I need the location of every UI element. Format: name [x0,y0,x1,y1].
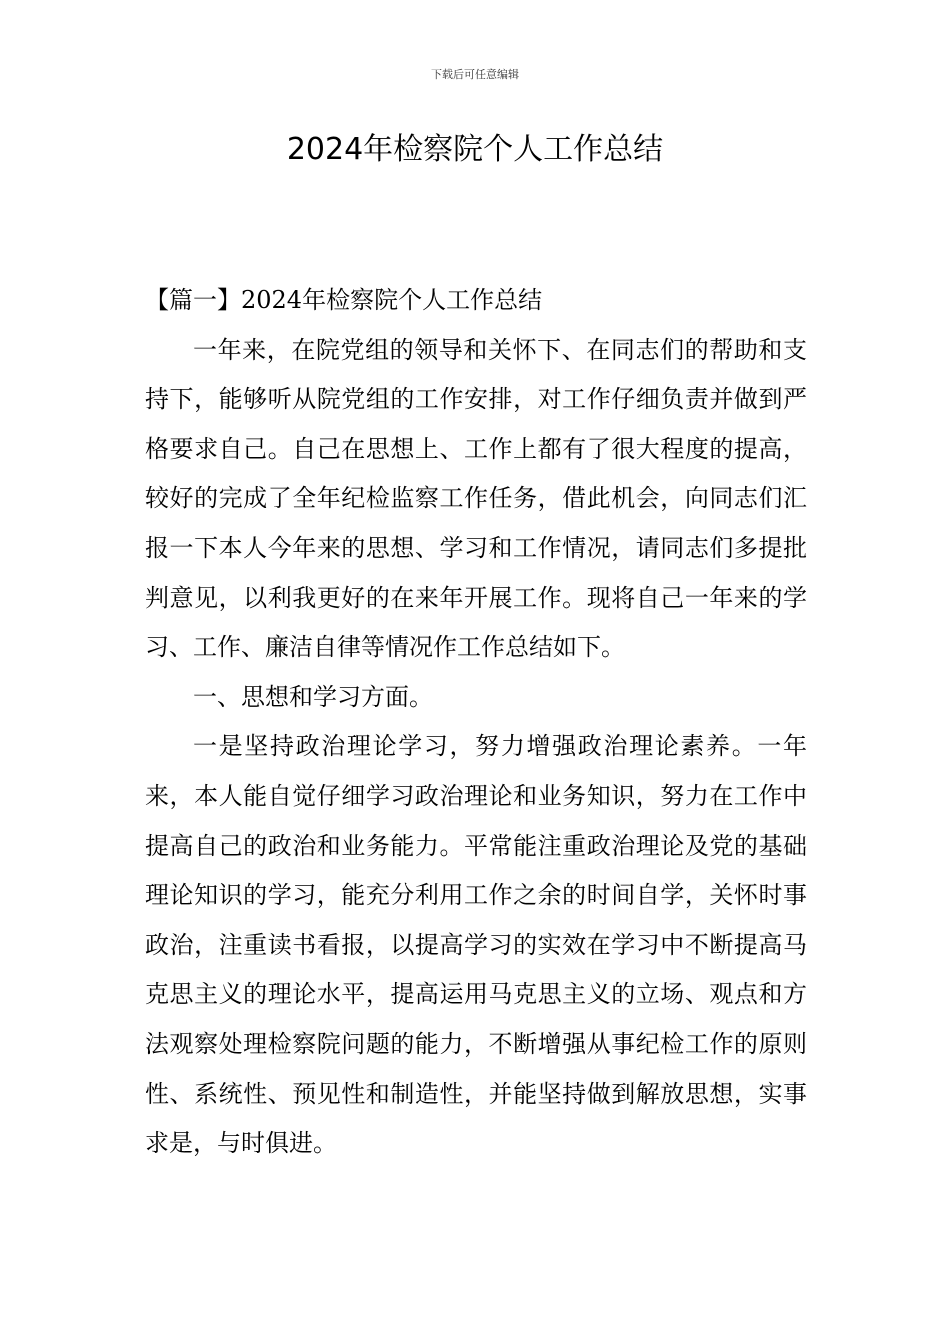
document-title: 2024年检察院个人工作总结 [286,132,664,167]
paragraph-intro: 一年来，在院党组的领导和关怀下、在同志们的帮助和支持下，能够听从院党组的工作安排，对工作仔细负责并做到严格要求自己。自己在思想上、工作上都有了很大程度的提高，较好的完成了全年纪检监察工作任务，借此机会，向同志们汇报一下本人今年来的思想、学习和工作情况，请同志们多提批判意见，以利我更好的在来年开展工作。现将自己一年来的学习、工作、廉洁自律等情况作工作总结如下。 [145,335,807,662]
section-heading: 【篇一】2024年检察院个人工作总结 [145,286,543,314]
header-note: 下载后可任意编辑 [431,68,519,81]
document-body [145,276,807,1169]
paragraph-study: 一是坚持政治理论学习，努力增强政治理论素养。一年来，本人能自觉仔细学习政治理论和业务知识，努力在工作中提高自己的政治和业务能力。平常能注重政治理论及党的基础理论知识的学习，能充分利用工作之余的时间自学，关怀时事政治，注重读书看报，以提高学习的实效在学习中不断提高马克思主义的理论水平，提高运用马克思主义的立场、观点和方法观察处理检察院问题的能力，不断增强从事纪检工作的原则性、系统性、预见性和制造性，并能坚持做到解放思想，实事求是，与时俱进。 [145,732,807,1158]
paragraph-subheading: 一、思想和学习方面。 [193,682,433,711]
